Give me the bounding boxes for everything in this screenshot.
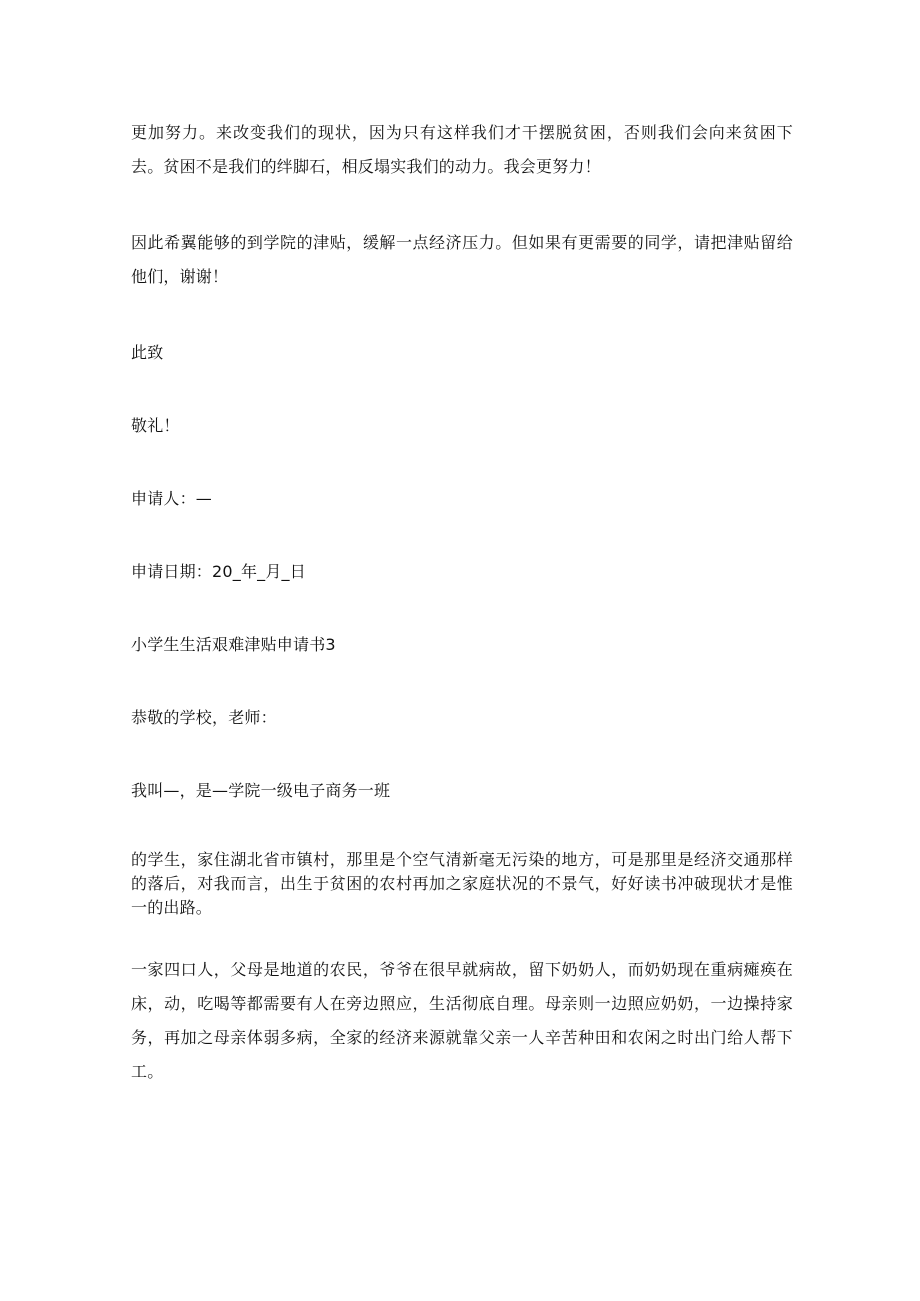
paragraph-subsidy-request: 因此希翼能够的到学院的津贴，缓解一点经济压力。但如果有更需要的同学，请把津贴留给他们，谢谢！ xyxy=(131,233,793,286)
closing-salutation: 此致 xyxy=(131,343,164,362)
section-title: 小学生生活艰难津贴申请书3 xyxy=(131,635,336,654)
self-introduction: 我叫—，是—学院一级电子商务一班 xyxy=(131,781,391,800)
closing-regards: 敬礼！ xyxy=(131,416,180,435)
application-date-line: 申请日期：20_年_月_日 xyxy=(131,562,306,581)
paragraph-effort: 更加努力。来改变我们的现状，因为只有这样我们才干摆脱贫困，否则我们会向来贫困下去。贫困不是我们的绊脚石，相反塌实我们的动力。我会更努力！ xyxy=(131,123,793,176)
applicant-line: 申请人：— xyxy=(131,489,213,508)
greeting-line: 恭敬的学校，老师： xyxy=(131,708,277,727)
paragraph-family: 一家四口人，父母是地道的农民，爷爷在很早就病故，留下奶奶人，而奶奶现在重病瘫痪在床，动，吃喝等都需要有人在旁边照应，生活彻底自理。母亲则一边照应奶奶，一边操持家务，再加之母亲体弱多病，全家的经济来源就靠父亲一人辛苦种田和农闲之时出门给人帮下工。 xyxy=(131,960,793,1081)
paragraph-hometown: 的学生，家住湖北省市镇村，那里是个空气清新毫无污染的地方，可是那里是经济交通那样的落后，对我而言，出生于贫困的农村再加之家庭状况的不景气，好好读书冲破现状才是惟一的出路。 xyxy=(131,850,793,917)
